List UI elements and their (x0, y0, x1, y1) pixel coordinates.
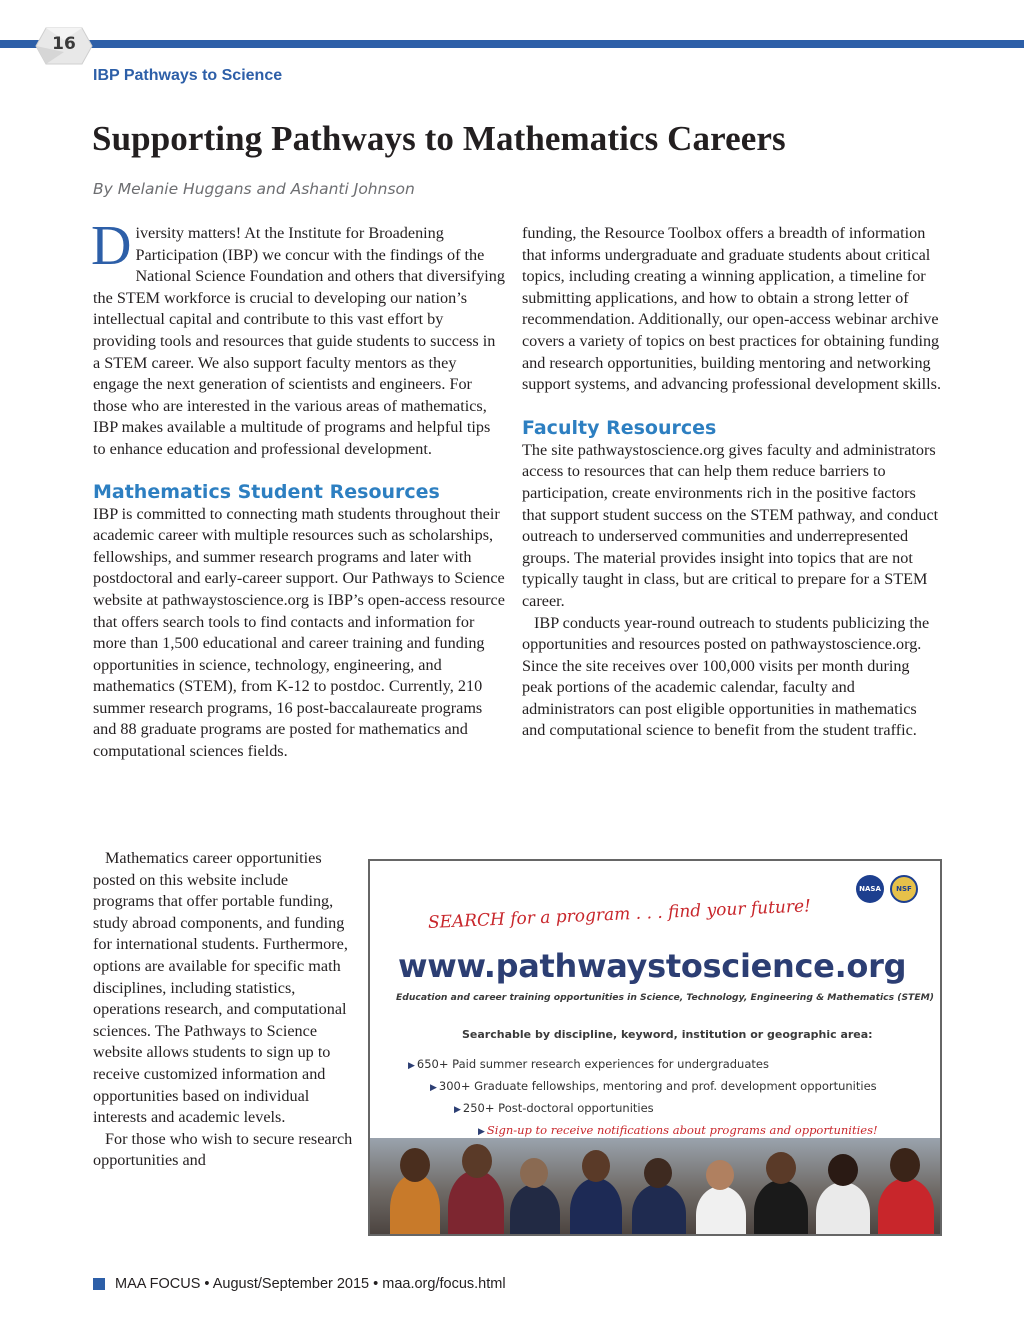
students-paragraph-1: IBP is committed to connecting math students throughout their academic career with multiple resources such as scholarships, fellowships, and summer research programs and later with postdoctoral and early-career support. Our Pathways to Science website at pathwaystoscience.org is IBP’s open-access resource that offers search tools to find contacts and information for more than 1,500 educational and career training and funding opportunities in science, technology, engineering, and mathematics (STEM), from K-12 to postdoc. Currently, 210 summer research programs, 16 post-baccalaureate programs and 88 graduate programs are posted for mathematics and computational sciences fields. (93, 504, 505, 761)
drop-cap: D (91, 215, 132, 277)
page-footer (93, 1276, 506, 1292)
subhead-faculty-resources: Faculty Resources (522, 416, 717, 439)
left-column (91, 215, 505, 763)
footer-text: MAA FOCUS • August/September 2015 • maa.org/focus.html (115, 1276, 506, 1292)
ad-list-item: ▶ 300+ Graduate fellowships, mentoring and prof. development opportunities (430, 1079, 877, 1093)
nsf-logo-icon: NSF (890, 875, 918, 903)
students-paragraph-2: Mathematics career opportunities posted on this website include programs that offer portable funding, study abroad components, and funding for international students. Furthermore, options are available for specific math disciplines, including statistics, operations research, and computational sciences. The Pathways to Science website allows students to sign up to receive customized information and opportunities based on individual interests and academic levels. (93, 849, 348, 1127)
ad-list-item: ▶ 650+ Paid summer research experiences for undergraduates (408, 1057, 769, 1071)
students-photo (370, 1138, 940, 1234)
triangle-right-icon: ▶ (408, 1061, 415, 1071)
section-label: IBP Pathways to Science (93, 67, 283, 84)
ad-signup-item: ▶ Sign-up to receive notifications about programs and opportunities! (478, 1123, 878, 1137)
ad-searchable-line: Searchable by discipline, keyword, institution or geographic area: (462, 1028, 873, 1041)
article-title: Supporting Pathways to Mathematics Careers (92, 119, 786, 158)
pathways-advertisement (368, 859, 942, 1236)
triangle-right-icon: ▶ (454, 1105, 461, 1115)
header-rule (0, 40, 1024, 48)
right-paragraph-1: funding, the Resource Toolbox offers a breadth of information that informs undergraduate and graduate students about critical topics, including creating a winning application, a timeline for submitting applications, and how to obtain a strong letter of recommendation. Additionally, our open-access webinar archive covers a variety of topics on best practices for obtaining funding and research opportunities, building mentoring and networking support systems, and advancing professional development skills. (522, 224, 942, 394)
footer-square-icon (93, 1278, 105, 1290)
intro-paragraph (91, 215, 505, 461)
narrow-column (93, 848, 353, 1172)
faculty-paragraph-1: The site pathwaystoscience.org gives faculty and administrators access to resources that can help them reduce barriers to participation, create environments rich in the positive factors that support student success on the STEM pathway, and conduct outreach to underserved communities and underrepresented groups. The material provides insight into topics that are not typically taught in class, but are critical to prepare for a STEM career. (522, 440, 939, 610)
ad-url-link[interactable]: www.pathwaystoscience.org (398, 947, 907, 985)
subhead-student-resources: Mathematics Student Resources (93, 480, 440, 503)
triangle-right-icon: ▶ (478, 1127, 485, 1137)
triangle-right-icon: ▶ (430, 1083, 437, 1093)
sponsor-logos (856, 875, 918, 903)
right-column (522, 223, 942, 742)
faculty-paragraph-2: IBP conducts year-round outreach to students publicizing the opportunities and resources posted on pathwaystoscience.org. Since the site receives over 100,000 visits per month during peak portions of the academic calendar, faculty and administrators can post eligible opportunities in mathematics and computational science to benefit from the student traffic. (522, 613, 930, 740)
ad-tagline: SEARCH for a program . . . find your future! (427, 896, 812, 933)
nasa-logo-icon: NASA (856, 875, 884, 903)
ad-list-item: ▶ 250+ Post-doctoral opportunities (454, 1101, 654, 1115)
ad-education-line: Education and career training opportunities in Science, Technology, Engineering & Mathematics (STEM) (396, 992, 934, 1003)
intro-text: iversity matters! At the Institute for Broadening Participation (IBP) we concur with the findings of the National Science Foundation and others that diversifying the STEM workforce is crucial to developing our nation’s intellectual capital and contribute to this vast effort by providing tools and resources that guide students to success in a STEM career. We also support faculty mentors as they engage the next generation of scientists and engineers. For those who are interested in the various areas of mathematics, IBP makes available a multitude of programs and helpful tips to enhance education and professional development. (93, 224, 505, 458)
students-paragraph-3: For those who wish to secure research opportunities and (93, 1129, 353, 1170)
page-number-badge (34, 26, 94, 66)
article-byline: By Melanie Huggans and Ashanti Johnson (93, 180, 415, 198)
page-number: 16 (52, 34, 76, 54)
